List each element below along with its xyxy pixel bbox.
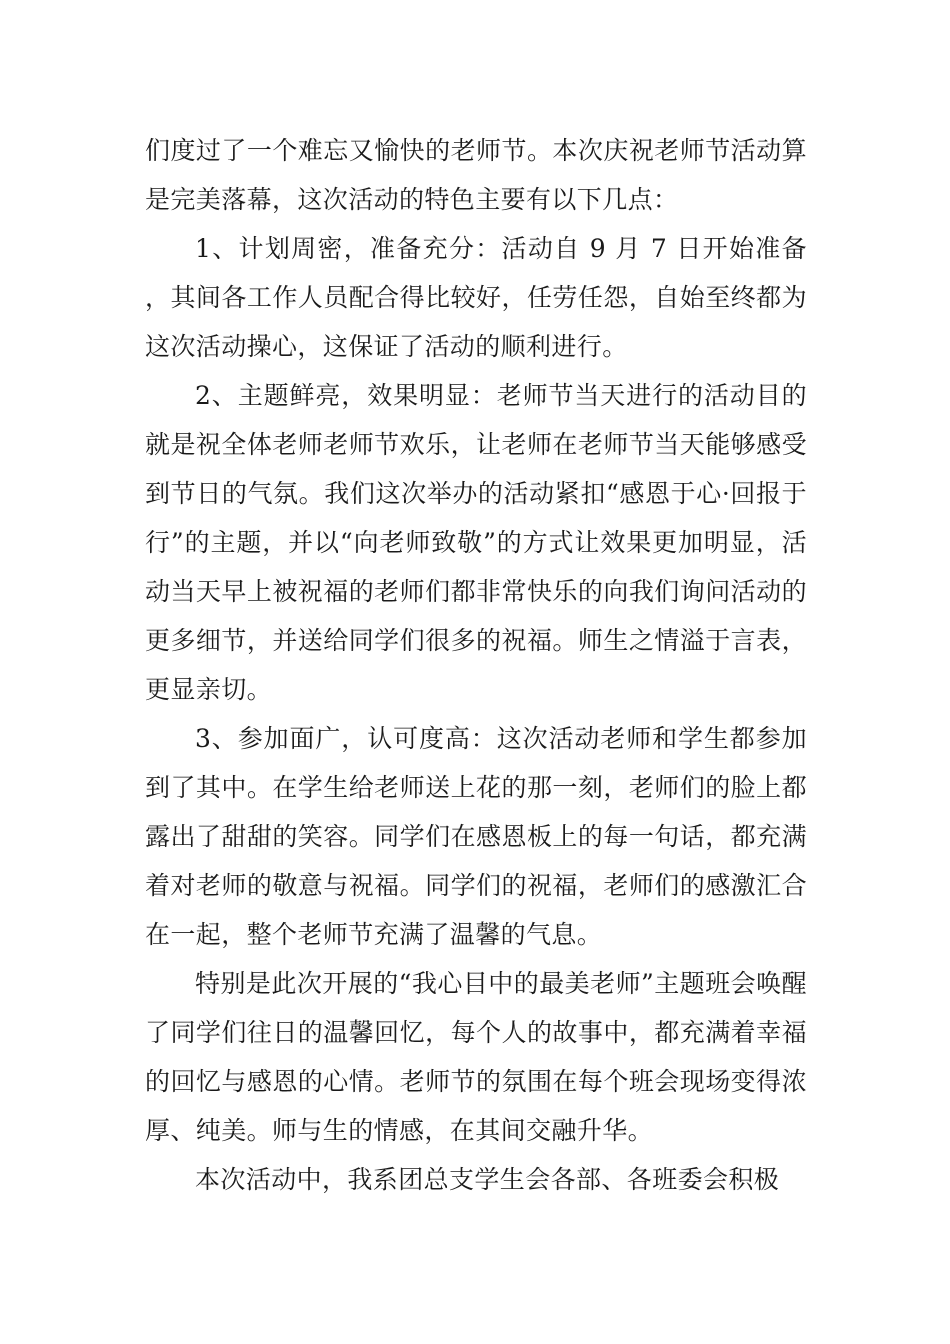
paragraph-class-meeting: 特别是此次开展的“我心目中的最美老师”主题班会唤醒了同学们往日的温馨回忆，每个人的故事中，都充满着幸福的回忆与感恩的心情。老师节的氛围在每个班会现场变得浓厚、纯美。师与生的情感，在其间交融升华。 xyxy=(145,969,807,1145)
document-body xyxy=(145,126,807,1204)
paragraph-point-1: 1、计划周密，准备充分：活动自 9 月 7 日开始准备，其间各工作人员配合得比较好，任劳任怨，自始至终都为这次活动操心，这保证了活动的顺利进行。 xyxy=(145,234,807,361)
paragraph-point-2: 2、主题鲜亮，效果明显：老师节当天进行的活动目的就是祝全体老师老师节欢乐，让老师在老师节当天能够感受到节日的气氛。我们这次举办的活动紧扣“感恩于心·回报于行”的主题，并以“向老师致敬”的方式让效果更加明显，活动当天早上被祝福的老师们都非常快乐的向我们询问活动的更多细节，并送给同学们很多的祝福。师生之情溢于言表，更显亲切。 xyxy=(145,381,807,704)
paragraph-point-3: 3、参加面广，认可度高：这次活动老师和学生都参加到了其中。在学生给老师送上花的那一刻，老师们的脸上都露出了甜甜的笑容。同学们在感恩板上的每一句话，都充满着对老师的敬意与祝福。同学们的祝福，老师们的感激汇合在一起，整个老师节充满了温馨的气息。 xyxy=(145,724,807,949)
paragraph-continuation: 们度过了一个难忘又愉快的老师节。本次庆祝老师节活动算是完美落幕，这次活动的特色主要有以下几点： xyxy=(145,136,807,214)
paragraph-closing: 本次活动中，我系团总支学生会各部、各班委会积极 xyxy=(195,1165,780,1194)
